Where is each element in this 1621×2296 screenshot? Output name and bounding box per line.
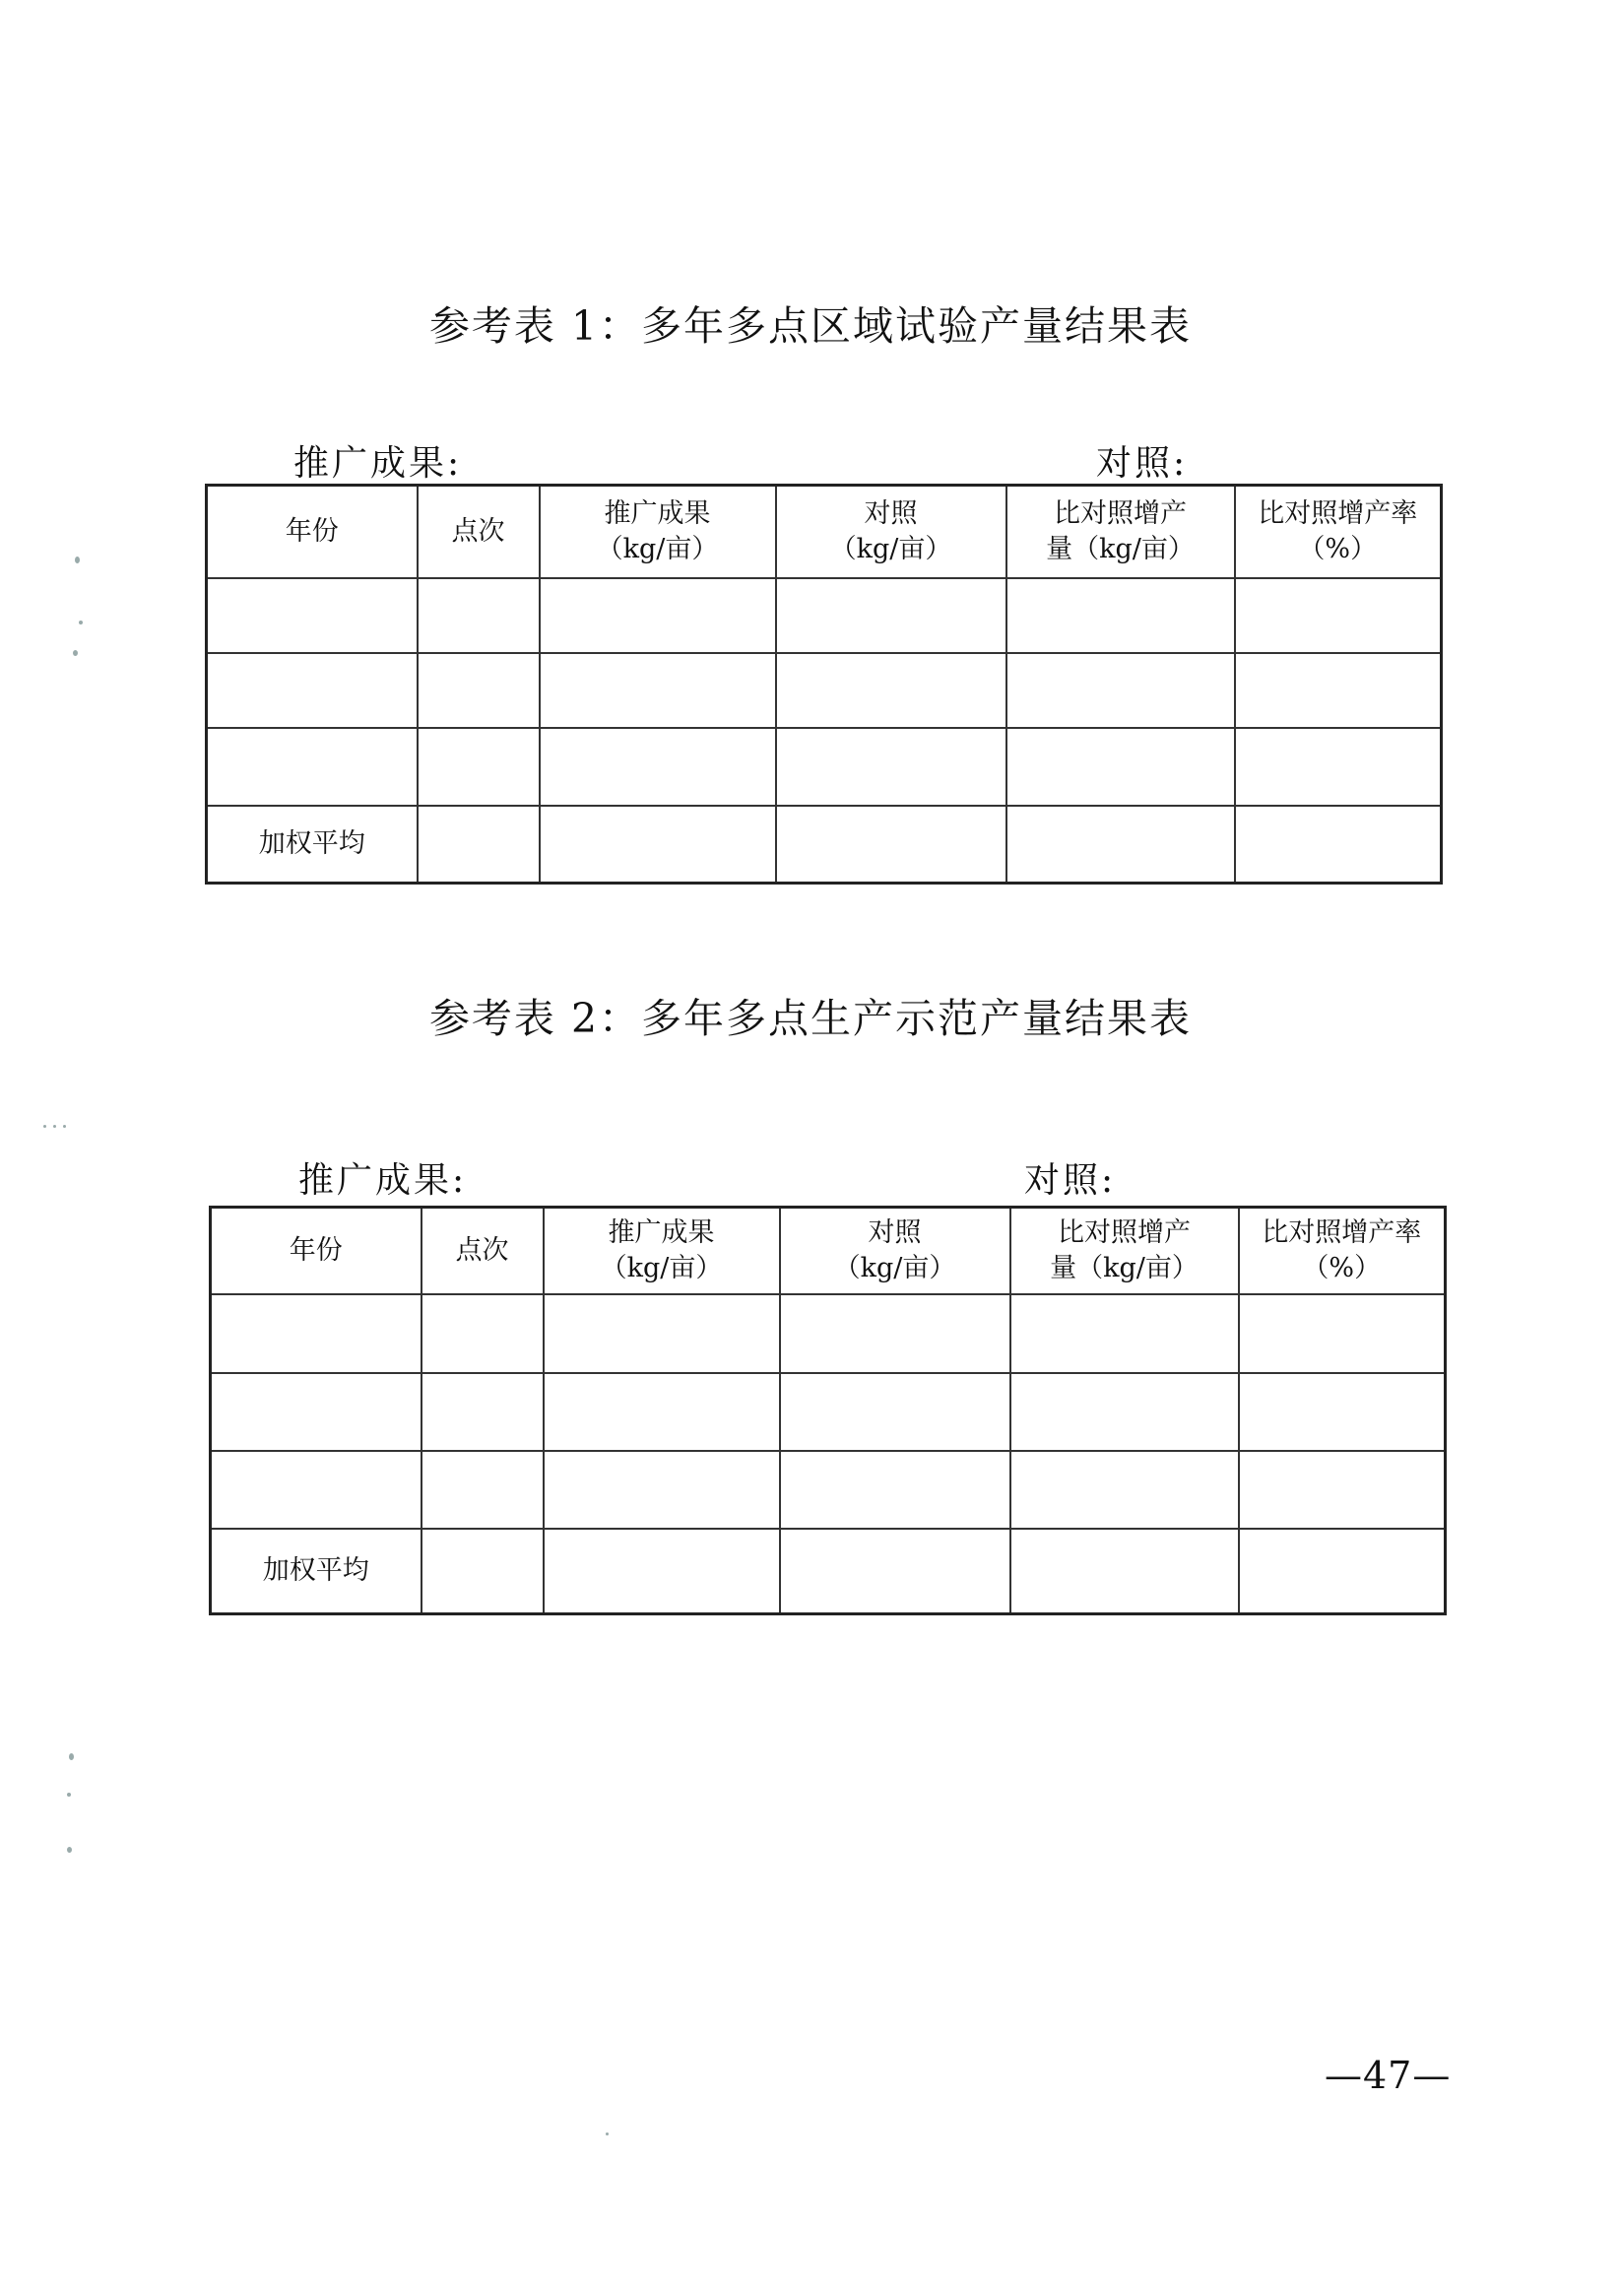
table-row bbox=[207, 653, 1442, 728]
control-yield-header-line1: 对照 bbox=[868, 1216, 922, 1248]
table-cell bbox=[1010, 1373, 1239, 1451]
scan-speck bbox=[73, 650, 78, 656]
table-cell bbox=[1006, 578, 1235, 653]
weighted-average-label: 加权平均 bbox=[207, 806, 418, 884]
table-cell bbox=[1010, 1451, 1239, 1529]
table-cell bbox=[418, 728, 540, 806]
control-yield-header-line2: （kg/亩） bbox=[829, 533, 952, 564]
table2-title: 参考表 2：多年多点生产示范产量结果表 bbox=[428, 995, 1193, 1042]
table-cell bbox=[1006, 806, 1235, 884]
scan-speck bbox=[67, 1793, 71, 1797]
table-cell bbox=[421, 1451, 544, 1529]
table-row bbox=[207, 578, 1442, 653]
table-cell bbox=[776, 653, 1006, 728]
control-yield-header-line1: 对照 bbox=[864, 497, 918, 529]
increase-amount-header-line2: 量（kg/亩） bbox=[1050, 1252, 1199, 1283]
table-cell bbox=[418, 578, 540, 653]
promo-yield-header-line1: 推广成果 bbox=[604, 497, 711, 529]
promo-yield-header bbox=[544, 1208, 780, 1294]
table-cell bbox=[1239, 1529, 1446, 1614]
table-cell bbox=[776, 578, 1006, 653]
table-cell bbox=[544, 1451, 780, 1529]
table-cell bbox=[540, 578, 776, 653]
table-row bbox=[207, 728, 1442, 806]
table-cell bbox=[540, 653, 776, 728]
table-cell bbox=[1006, 728, 1235, 806]
table-cell bbox=[421, 1294, 544, 1373]
increase-rate-header-line1: 比对照增产率 bbox=[1258, 497, 1418, 529]
table-cell bbox=[780, 1294, 1010, 1373]
table1-weighted-average-row bbox=[207, 806, 1442, 884]
table-cell bbox=[780, 1373, 1010, 1451]
table2-control-label: 对照: bbox=[1024, 1160, 1117, 1201]
table-cell bbox=[421, 1373, 544, 1451]
table-cell bbox=[211, 1294, 421, 1373]
table-cell bbox=[776, 728, 1006, 806]
scan-speck bbox=[75, 557, 80, 563]
table-cell bbox=[418, 653, 540, 728]
table-cell bbox=[1239, 1294, 1446, 1373]
table2-weighted-average-row bbox=[211, 1529, 1446, 1614]
control-yield-header bbox=[776, 486, 1006, 578]
table2-yield-table bbox=[209, 1206, 1447, 1615]
table-cell bbox=[1239, 1451, 1446, 1529]
table-cell bbox=[1235, 728, 1442, 806]
increase-rate-header-line2: （%） bbox=[1298, 533, 1378, 564]
table-cell bbox=[780, 1451, 1010, 1529]
table-cell bbox=[1235, 653, 1442, 728]
table-cell bbox=[540, 728, 776, 806]
table-cell bbox=[1235, 806, 1442, 884]
table-cell bbox=[418, 806, 540, 884]
weighted-average-label: 加权平均 bbox=[211, 1529, 421, 1614]
increase-rate-header-line2: （%） bbox=[1302, 1252, 1382, 1283]
table-cell bbox=[211, 1373, 421, 1451]
table-cell bbox=[207, 653, 418, 728]
table-cell bbox=[1006, 653, 1235, 728]
page-number: —47— bbox=[1325, 2054, 1452, 2097]
promo-yield-header-line2: （kg/亩） bbox=[596, 533, 719, 564]
increase-rate-header bbox=[1235, 486, 1442, 578]
increase-amount-header-line1: 比对照增产 bbox=[1058, 1216, 1191, 1248]
table1-control-label: 对照: bbox=[1096, 443, 1189, 484]
control-yield-header-line2: （kg/亩） bbox=[833, 1252, 956, 1283]
table-cell bbox=[540, 806, 776, 884]
increase-amount-header-line1: 比对照增产 bbox=[1054, 497, 1187, 529]
promo-yield-header-line1: 推广成果 bbox=[608, 1216, 715, 1248]
table-row bbox=[211, 1373, 1446, 1451]
scan-speck bbox=[63, 1125, 66, 1128]
scan-speck bbox=[67, 1847, 72, 1853]
increase-amount-header bbox=[1010, 1208, 1239, 1294]
table-cell bbox=[1010, 1529, 1239, 1614]
table-cell bbox=[544, 1529, 780, 1614]
table-cell bbox=[1239, 1373, 1446, 1451]
table-cell bbox=[1010, 1294, 1239, 1373]
scan-speck bbox=[69, 1753, 74, 1760]
table-cell bbox=[207, 578, 418, 653]
table-row bbox=[211, 1294, 1446, 1373]
table-cell bbox=[544, 1294, 780, 1373]
table-row bbox=[211, 1451, 1446, 1529]
table1-header-row bbox=[207, 486, 1442, 578]
table-cell bbox=[780, 1529, 1010, 1614]
scan-speck bbox=[53, 1125, 56, 1128]
year-header: 年份 bbox=[207, 486, 418, 578]
promo-yield-header-line2: （kg/亩） bbox=[600, 1252, 723, 1283]
sites-header: 点次 bbox=[418, 486, 540, 578]
scan-speck bbox=[606, 2132, 609, 2135]
scan-speck bbox=[43, 1125, 46, 1128]
table1-yield-table bbox=[205, 484, 1443, 885]
sites-header: 点次 bbox=[421, 1208, 544, 1294]
increase-rate-header bbox=[1239, 1208, 1446, 1294]
increase-amount-header-line2: 量（kg/亩） bbox=[1046, 533, 1195, 564]
table2-promo-label: 推广成果: bbox=[298, 1160, 468, 1201]
table-cell bbox=[207, 728, 418, 806]
table2-header-row bbox=[211, 1208, 1446, 1294]
table-cell bbox=[421, 1529, 544, 1614]
promo-yield-header bbox=[540, 486, 776, 578]
table1-title: 参考表 1：多年多点区域试验产量结果表 bbox=[428, 302, 1193, 350]
table-cell bbox=[544, 1373, 780, 1451]
increase-amount-header bbox=[1006, 486, 1235, 578]
table1-promo-label: 推广成果: bbox=[293, 443, 463, 484]
control-yield-header bbox=[780, 1208, 1010, 1294]
scan-speck bbox=[79, 621, 83, 624]
year-header: 年份 bbox=[211, 1208, 421, 1294]
increase-rate-header-line1: 比对照增产率 bbox=[1262, 1216, 1422, 1248]
table-cell bbox=[776, 806, 1006, 884]
table-cell bbox=[211, 1451, 421, 1529]
table-cell bbox=[1235, 578, 1442, 653]
